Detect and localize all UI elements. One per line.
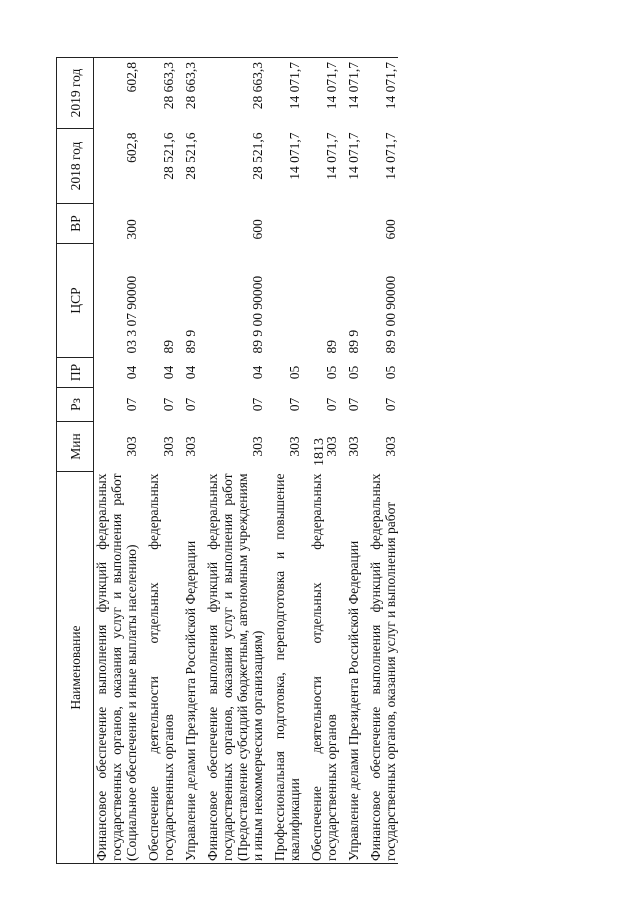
cell-vr bbox=[183, 204, 205, 244]
cell-name: Обеспечение деятельности отдельных федеральных государственных органов bbox=[309, 472, 346, 864]
cell-min: 303 bbox=[183, 436, 198, 457]
header-2019: 2019 год bbox=[57, 58, 94, 129]
table-row bbox=[94, 58, 147, 864]
cell-2018: 14 071,7 bbox=[383, 132, 398, 180]
cell-vr bbox=[272, 204, 309, 244]
cell-pr: 04 bbox=[183, 365, 198, 380]
page-number: 1813 bbox=[312, 438, 327, 466]
cell-vr bbox=[346, 204, 368, 244]
cell-2019: 28 663,3 bbox=[205, 58, 272, 129]
header-vr: ВР bbox=[57, 204, 94, 244]
cell-2019: 14 071,7 bbox=[346, 58, 368, 129]
cell-vr bbox=[309, 204, 346, 244]
cell-csr: 89 9 bbox=[346, 329, 361, 354]
cell-vr: 600 bbox=[383, 219, 398, 240]
cell-2018: 28 521,6 bbox=[161, 132, 176, 180]
budget-table-rotated bbox=[56, 58, 578, 864]
header-min: Мин bbox=[57, 422, 94, 472]
header-name: Наименование bbox=[57, 472, 94, 864]
cell-2019: 28 663,3 bbox=[183, 58, 205, 129]
header-2018: 2018 год bbox=[57, 129, 94, 204]
cell-min: 303 bbox=[287, 436, 302, 457]
cell-csr bbox=[272, 244, 309, 358]
cell-name: Управление делами Президента Российской Федерации bbox=[346, 472, 368, 864]
cell-pr: 05 bbox=[383, 365, 398, 380]
cell-name: Финансовое обеспечение выполнения функций федеральных государственных органов, оказания услуг и выполнения работ (Социальное обеспечение и иные выплаты населению) bbox=[94, 472, 147, 864]
cell-name: Профессиональная подготовка, переподготовка и повышение квалификации bbox=[272, 472, 309, 864]
cell-csr: 89 9 00 90000 bbox=[250, 275, 265, 354]
cell-name: Обеспечение деятельности отдельных федеральных государственных органов bbox=[146, 472, 183, 864]
cell-rz: 07 bbox=[324, 397, 339, 412]
header-csr: ЦСР bbox=[57, 244, 94, 358]
cell-name: Финансовое обеспечение выполнения функций федеральных государственных органов, оказания услуг и выполнения работ bbox=[368, 472, 398, 864]
cell-2018: 28 521,6 bbox=[183, 132, 198, 180]
cell-csr: 89 bbox=[324, 340, 339, 354]
header-pr: ПР bbox=[57, 358, 94, 388]
cell-pr: 05 bbox=[287, 365, 302, 380]
cell-name: Финансовое обеспечение выполнения функций федеральных государственных органов, оказания услуг и выполнения работ (Предоставление субсидий бюджетным, автономным учреждениям и иным некоммерческим организациям) bbox=[205, 472, 272, 864]
cell-pr: 05 bbox=[346, 365, 361, 380]
table-row bbox=[183, 58, 205, 864]
cell-rz: 07 bbox=[383, 397, 398, 412]
cell-2019: 28 663,3 bbox=[146, 58, 183, 129]
cell-pr: 04 bbox=[124, 365, 139, 380]
cell-pr: 05 bbox=[324, 365, 339, 380]
table-row bbox=[309, 58, 346, 864]
cell-min: 303 bbox=[161, 436, 176, 457]
cell-rz: 07 bbox=[183, 397, 198, 412]
cell-min: 303 bbox=[250, 436, 265, 457]
budget-table bbox=[56, 57, 398, 864]
cell-pr: 04 bbox=[250, 365, 265, 380]
cell-rz: 07 bbox=[161, 397, 176, 412]
cell-min: 303 bbox=[346, 436, 361, 457]
cell-2018: 14 071,7 bbox=[346, 132, 361, 180]
cell-csr: 89 9 bbox=[183, 329, 198, 354]
cell-min: 303 bbox=[124, 436, 139, 457]
cell-rz: 07 bbox=[346, 397, 361, 412]
table-header-row bbox=[57, 58, 94, 864]
cell-vr bbox=[146, 204, 183, 244]
cell-2018: 14 071,7 bbox=[287, 132, 302, 180]
cell-min: 303 bbox=[383, 436, 398, 457]
cell-pr: 04 bbox=[161, 365, 176, 380]
table-row bbox=[368, 58, 398, 864]
cell-2018: 602,8 bbox=[124, 132, 139, 163]
cell-vr: 300 bbox=[124, 219, 139, 240]
cell-rz: 07 bbox=[124, 397, 139, 412]
cell-rz: 07 bbox=[287, 397, 302, 412]
cell-2019: 14 071,7 bbox=[309, 58, 346, 129]
table-row bbox=[205, 58, 272, 864]
cell-2018: 28 521,6 bbox=[250, 132, 265, 180]
cell-2019: 14 071,7 bbox=[368, 58, 398, 129]
cell-min: 303 bbox=[324, 436, 339, 457]
cell-2019: 602,8 bbox=[94, 58, 147, 129]
cell-csr: 89 9 00 90000 bbox=[383, 275, 398, 354]
table-row bbox=[146, 58, 183, 864]
cell-2019: 14 071,7 bbox=[272, 58, 309, 129]
cell-csr: 03 3 07 90000 bbox=[124, 275, 139, 354]
cell-2018: 14 071,7 bbox=[324, 132, 339, 180]
cell-rz: 07 bbox=[250, 397, 265, 412]
table-row bbox=[346, 58, 368, 864]
cell-vr: 600 bbox=[250, 219, 265, 240]
header-rz: Рз bbox=[57, 388, 94, 422]
cell-csr: 89 bbox=[161, 340, 176, 354]
table-row bbox=[272, 58, 309, 864]
cell-name: Управление делами Президента Российской Федерации bbox=[183, 472, 205, 864]
